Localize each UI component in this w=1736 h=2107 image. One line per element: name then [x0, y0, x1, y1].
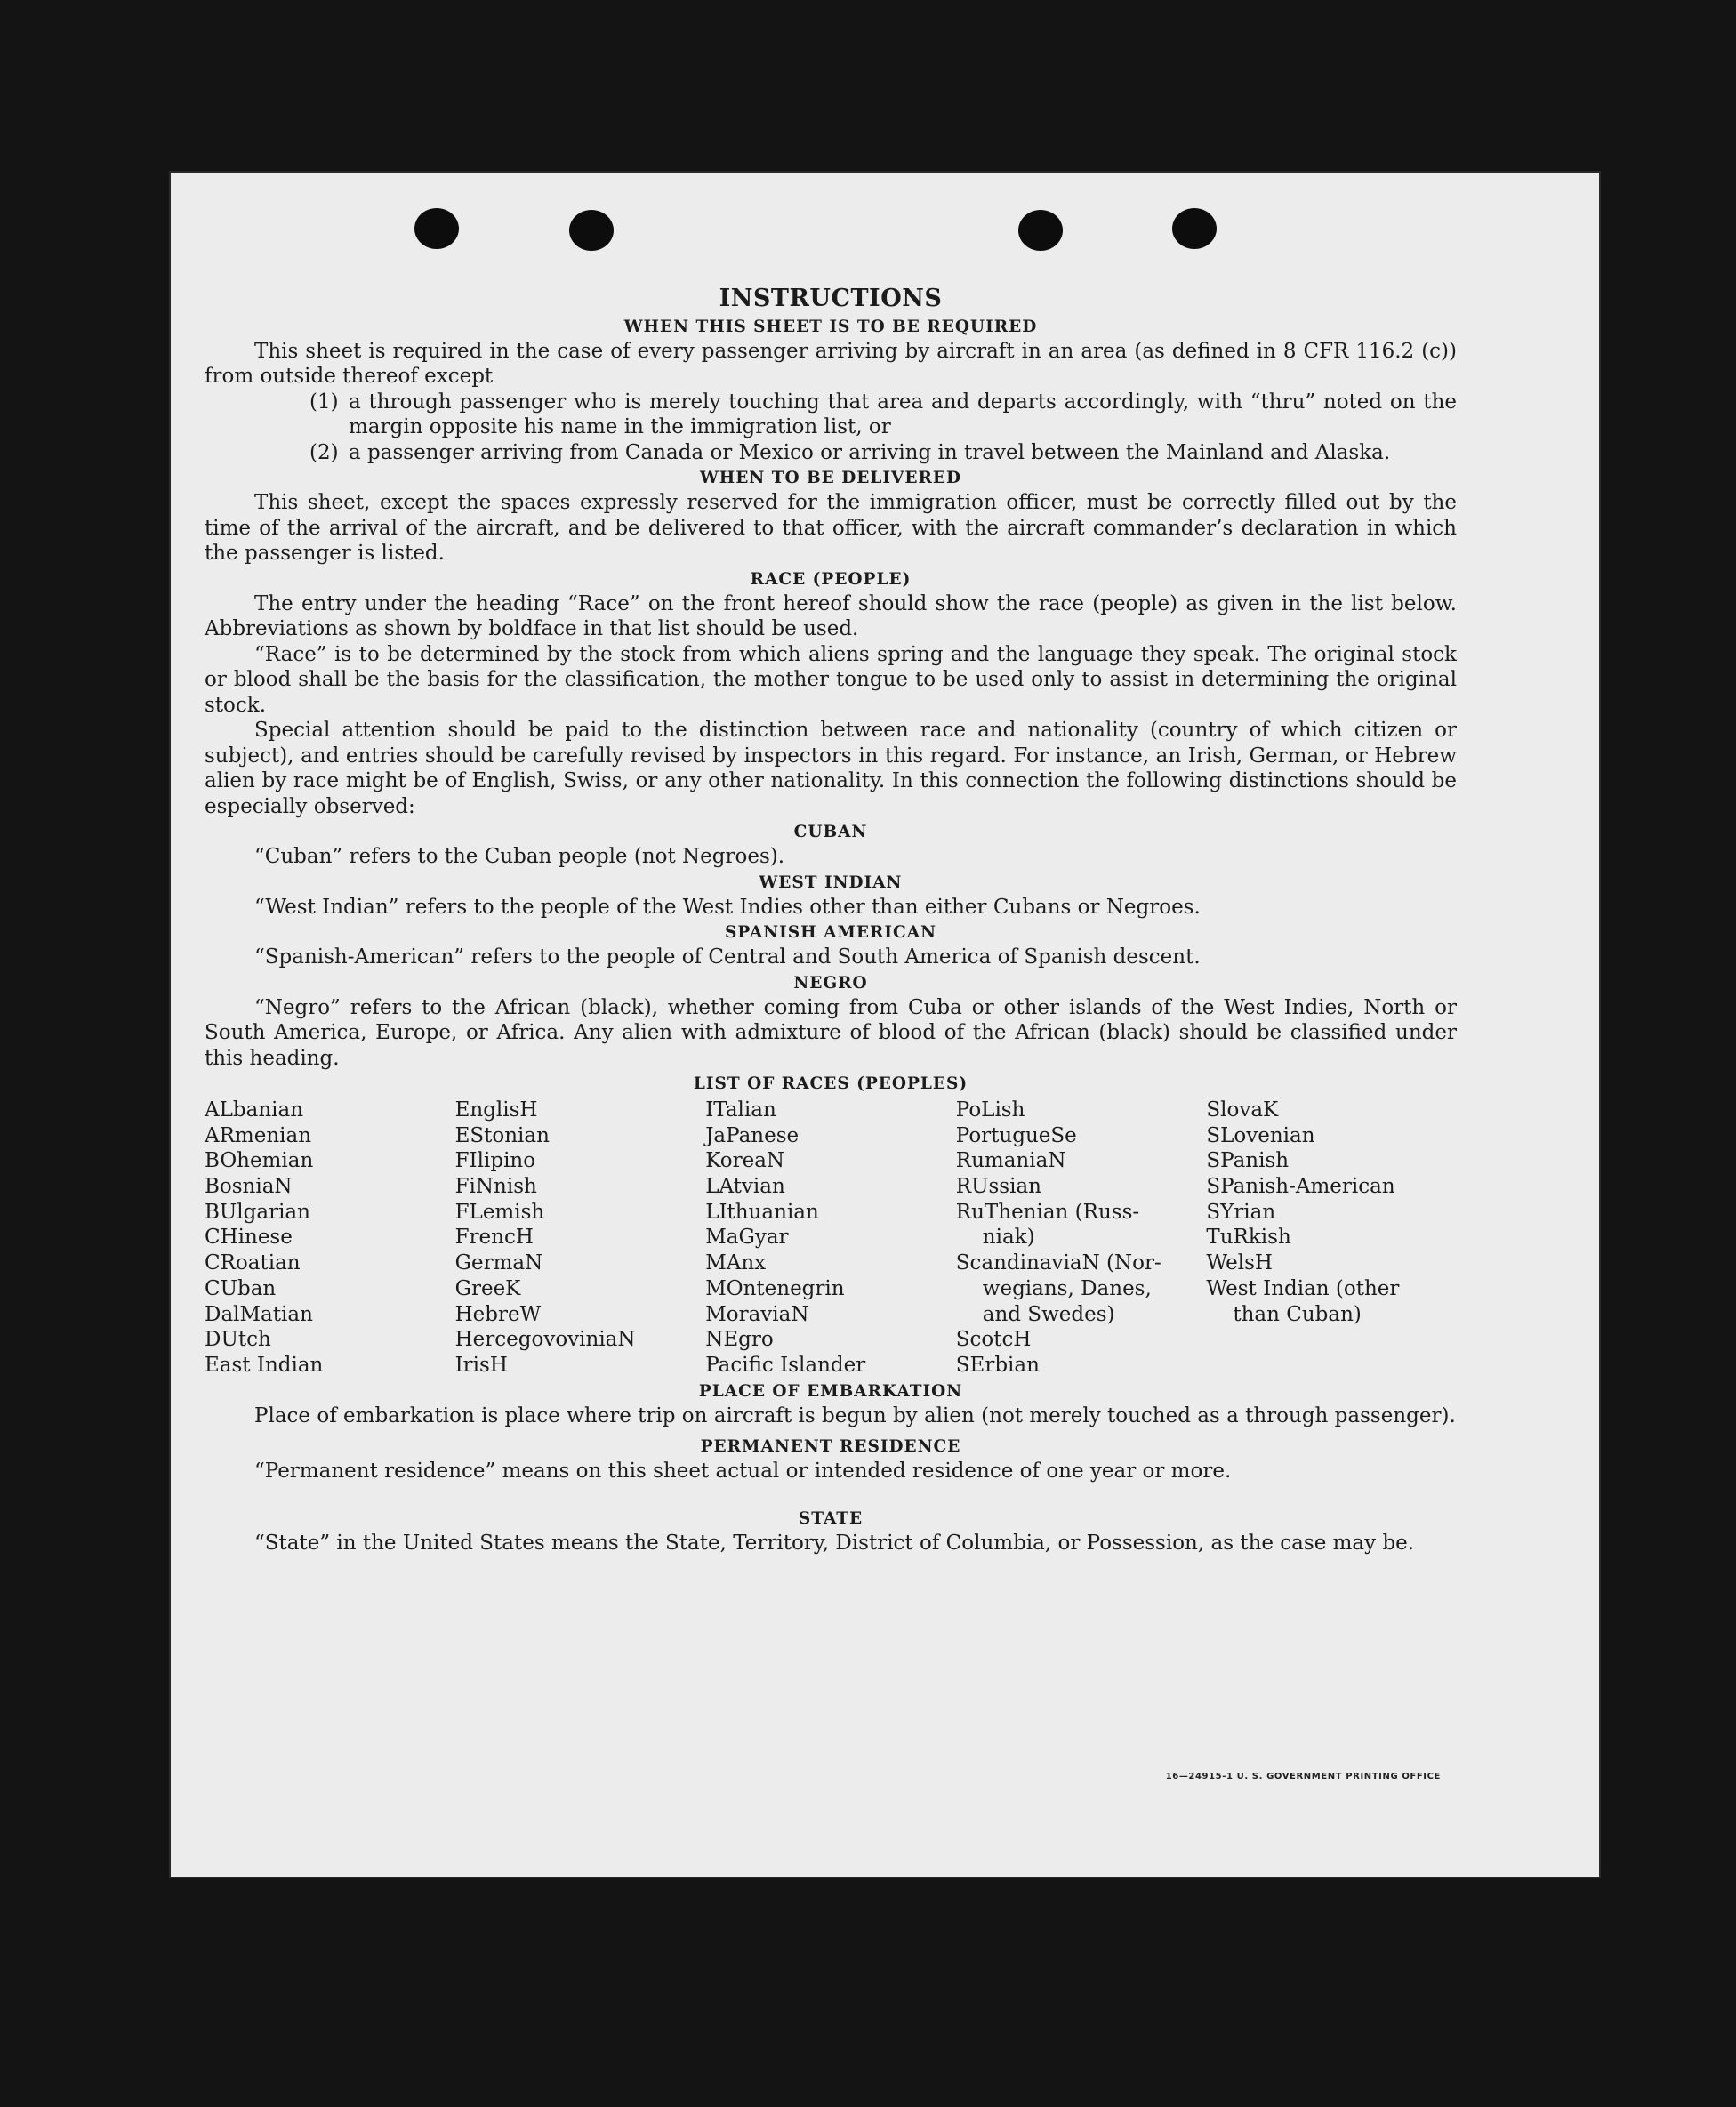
race-entry: GermaN: [454, 1251, 543, 1275]
races-column: [956, 1098, 1207, 1379]
race-entry: FiNnish: [454, 1175, 537, 1199]
punch-hole: [1172, 208, 1217, 249]
race-entry: East Indian: [205, 1353, 324, 1377]
race-entry: ITalian: [705, 1098, 776, 1122]
exception-text: a passenger arriving from Canada or Mexico or arriving in travel between the Mainland and Alaska.: [349, 440, 1391, 464]
punch-hole: [414, 208, 459, 249]
section-heading-cuban: CUBAN: [793, 823, 868, 841]
page-title: INSTRUCTIONS: [719, 285, 943, 312]
race-entry: JaPanese: [705, 1123, 800, 1147]
race-entry: niak): [982, 1226, 1035, 1250]
race-paragraph-1: The entry under the heading “Race” on the front hereof should show the race (people) as given in the list below. Abbreviations as shown by boldface in that list should be used.: [205, 591, 1457, 640]
state-text: “State” in the United States means the State, Territory, District of Columbia, or Possession, as the case may be.: [254, 1531, 1415, 1555]
cuban-text: “Cuban” refers to the Cuban people (not Negroes).: [254, 845, 785, 868]
race-entry: EnglisH: [454, 1098, 538, 1122]
embarkation-text: Place of embarkation is place where trip on aircraft is begun by alien (not merely touched as a through passenger).: [254, 1403, 1456, 1427]
race-entry: ScandinaviaN (Nor-: [955, 1251, 1161, 1275]
spanish-american-text: “Spanish-American” refers to the people of Central and South America of Spanish descent.: [254, 945, 1201, 969]
race-entry: NEgro: [705, 1328, 774, 1352]
race-entry: West Indian (other: [1206, 1276, 1400, 1300]
punch-hole: [569, 210, 614, 251]
race-entry: RumaniaN: [955, 1149, 1066, 1173]
race-entry: SLovenian: [1206, 1123, 1315, 1147]
race-entry: BUlgarian: [205, 1200, 310, 1224]
race-entry: SlovaK: [1206, 1098, 1279, 1122]
race-entry: MaGyar: [705, 1226, 789, 1250]
race-entry: WelsH: [1206, 1251, 1273, 1275]
race-entry: FIlipino: [454, 1149, 536, 1173]
race-entry: GreeK: [454, 1276, 521, 1300]
race-entry: PoLish: [955, 1098, 1025, 1122]
section-heading-spanish-american: SPANISH AMERICAN: [724, 923, 937, 942]
races-column: [205, 1098, 455, 1379]
required-intro: This sheet is required in the case of every passenger arriving by aircraft in an area (as defined in 8 CFR 116.2 (c)) from outside thereof except: [205, 339, 1457, 388]
race-paragraph-3: Special attention should be paid to the distinction between race and nationality (country of which citizen or subject), and entries should be carefully revised by inspectors in this regard. For instance, an Irish, German, or Hebrew alien by race might be of English, Swiss, or any other nationality. In this connection the following distinctions should be especially observed:: [205, 719, 1457, 818]
race-entry: ARmenian: [205, 1123, 312, 1147]
race-entry: CRoatian: [205, 1251, 301, 1275]
race-entry: BosniaN: [205, 1175, 293, 1199]
race-entry: MAnx: [705, 1251, 767, 1275]
race-entry: DalMatian: [205, 1302, 313, 1326]
race-entry: DUtch: [205, 1328, 271, 1352]
race-entry: than Cuban): [1233, 1302, 1362, 1326]
race-entry: ScotcH: [955, 1328, 1032, 1352]
race-entry: CHinese: [205, 1226, 293, 1250]
race-entry: FLemish: [454, 1200, 545, 1224]
section-heading-race: RACE (PEOPLE): [750, 569, 912, 589]
exception-number: (1): [309, 390, 339, 414]
section-heading-delivered: WHEN TO BE DELIVERED: [700, 469, 961, 487]
section-heading-embarkation: PLACE OF EMBARKATION: [698, 1381, 963, 1401]
race-entry: ALbanian: [205, 1098, 304, 1122]
race-entry: FrencH: [454, 1226, 534, 1250]
race-entry: BOhemian: [205, 1149, 314, 1173]
race-entry: MoraviaN: [705, 1302, 809, 1326]
race-entry: LAtvian: [705, 1175, 785, 1199]
race-entry: LIthuanian: [705, 1200, 819, 1224]
race-entry: TuRkish: [1206, 1226, 1291, 1250]
negro-text: “Negro” refers to the African (black), whether coming from Cuba or other islands of the West Indies, North or South America, Europe, or Africa. Any alien with admixture of blood of the African (black) should be classified under this heading.: [205, 995, 1457, 1070]
residence-text: “Permanent residence” means on this sheet actual or intended residence of one year or more.: [254, 1460, 1232, 1484]
race-entry: EStonian: [454, 1123, 550, 1147]
section-heading-state: STATE: [798, 1508, 864, 1528]
race-entry: SPanish-American: [1206, 1175, 1395, 1199]
race-entry: IrisH: [454, 1353, 508, 1377]
document-page: [169, 171, 1601, 1878]
race-entry: SYrian: [1206, 1200, 1276, 1224]
west-indian-text: “West Indian” refers to the people of the West Indies other than either Cubans or Negroes.: [254, 895, 1201, 919]
section-heading-residence: PERMANENT RESIDENCE: [700, 1437, 961, 1457]
race-entry: Pacific Islander: [705, 1353, 866, 1377]
section-heading-required: WHEN THIS SHEET IS TO BE REQUIRED: [623, 317, 1038, 336]
punch-hole: [1018, 210, 1063, 251]
race-entry: CUban: [205, 1276, 277, 1300]
delivered-text: This sheet, except the spaces expressly reserved for the immigration officer, must be correctly filled out by the time of the arrival of the aircraft, and be delivered to that officer, with the aircraft commander’s declaration in which the passenger is listed.: [205, 491, 1457, 565]
section-heading-negro: NEGRO: [793, 973, 868, 993]
exception-number: (2): [309, 440, 339, 464]
race-entry: wegians, Danes,: [982, 1276, 1152, 1300]
exception-item-2: [309, 440, 1457, 466]
race-entry: KoreaN: [705, 1149, 785, 1173]
race-entry: SPanish: [1206, 1149, 1290, 1173]
instructions-content: [205, 286, 1457, 1556]
race-entry: PortugueSe: [955, 1123, 1077, 1147]
races-column: [705, 1098, 956, 1379]
race-entry: RuThenian (Russ-: [955, 1200, 1140, 1224]
races-column: [455, 1098, 706, 1379]
exception-item-1: [309, 390, 1457, 440]
race-entry: SErbian: [955, 1353, 1040, 1377]
race-paragraph-2: “Race” is to be determined by the stock from which aliens spring and the language they speak. The original stock or blood shall be the basis for the classification, the mother tongue to be used only to assist in determining the original stock.: [205, 642, 1457, 717]
section-heading-west-indian: WEST INDIAN: [759, 873, 903, 892]
races-column: [1206, 1098, 1457, 1379]
race-entry: HercegovoviniaN: [454, 1328, 636, 1352]
race-entry: HebreW: [454, 1302, 542, 1326]
exception-text: a through passenger who is merely touching that area and departs accordingly, with “thru” noted on the margin opposite his name in the immigration list, or: [349, 390, 1457, 438]
printing-office-imprint: 16—24915-1 U. S. GOVERNMENT PRINTING OFFICE: [1165, 1772, 1441, 1781]
race-entry: RUssian: [955, 1175, 1041, 1199]
races-list: [205, 1098, 1457, 1379]
race-entry: and Swedes): [982, 1302, 1115, 1326]
section-heading-list: LIST OF RACES (PEOPLES): [693, 1074, 968, 1093]
race-entry: MOntenegrin: [705, 1276, 845, 1300]
